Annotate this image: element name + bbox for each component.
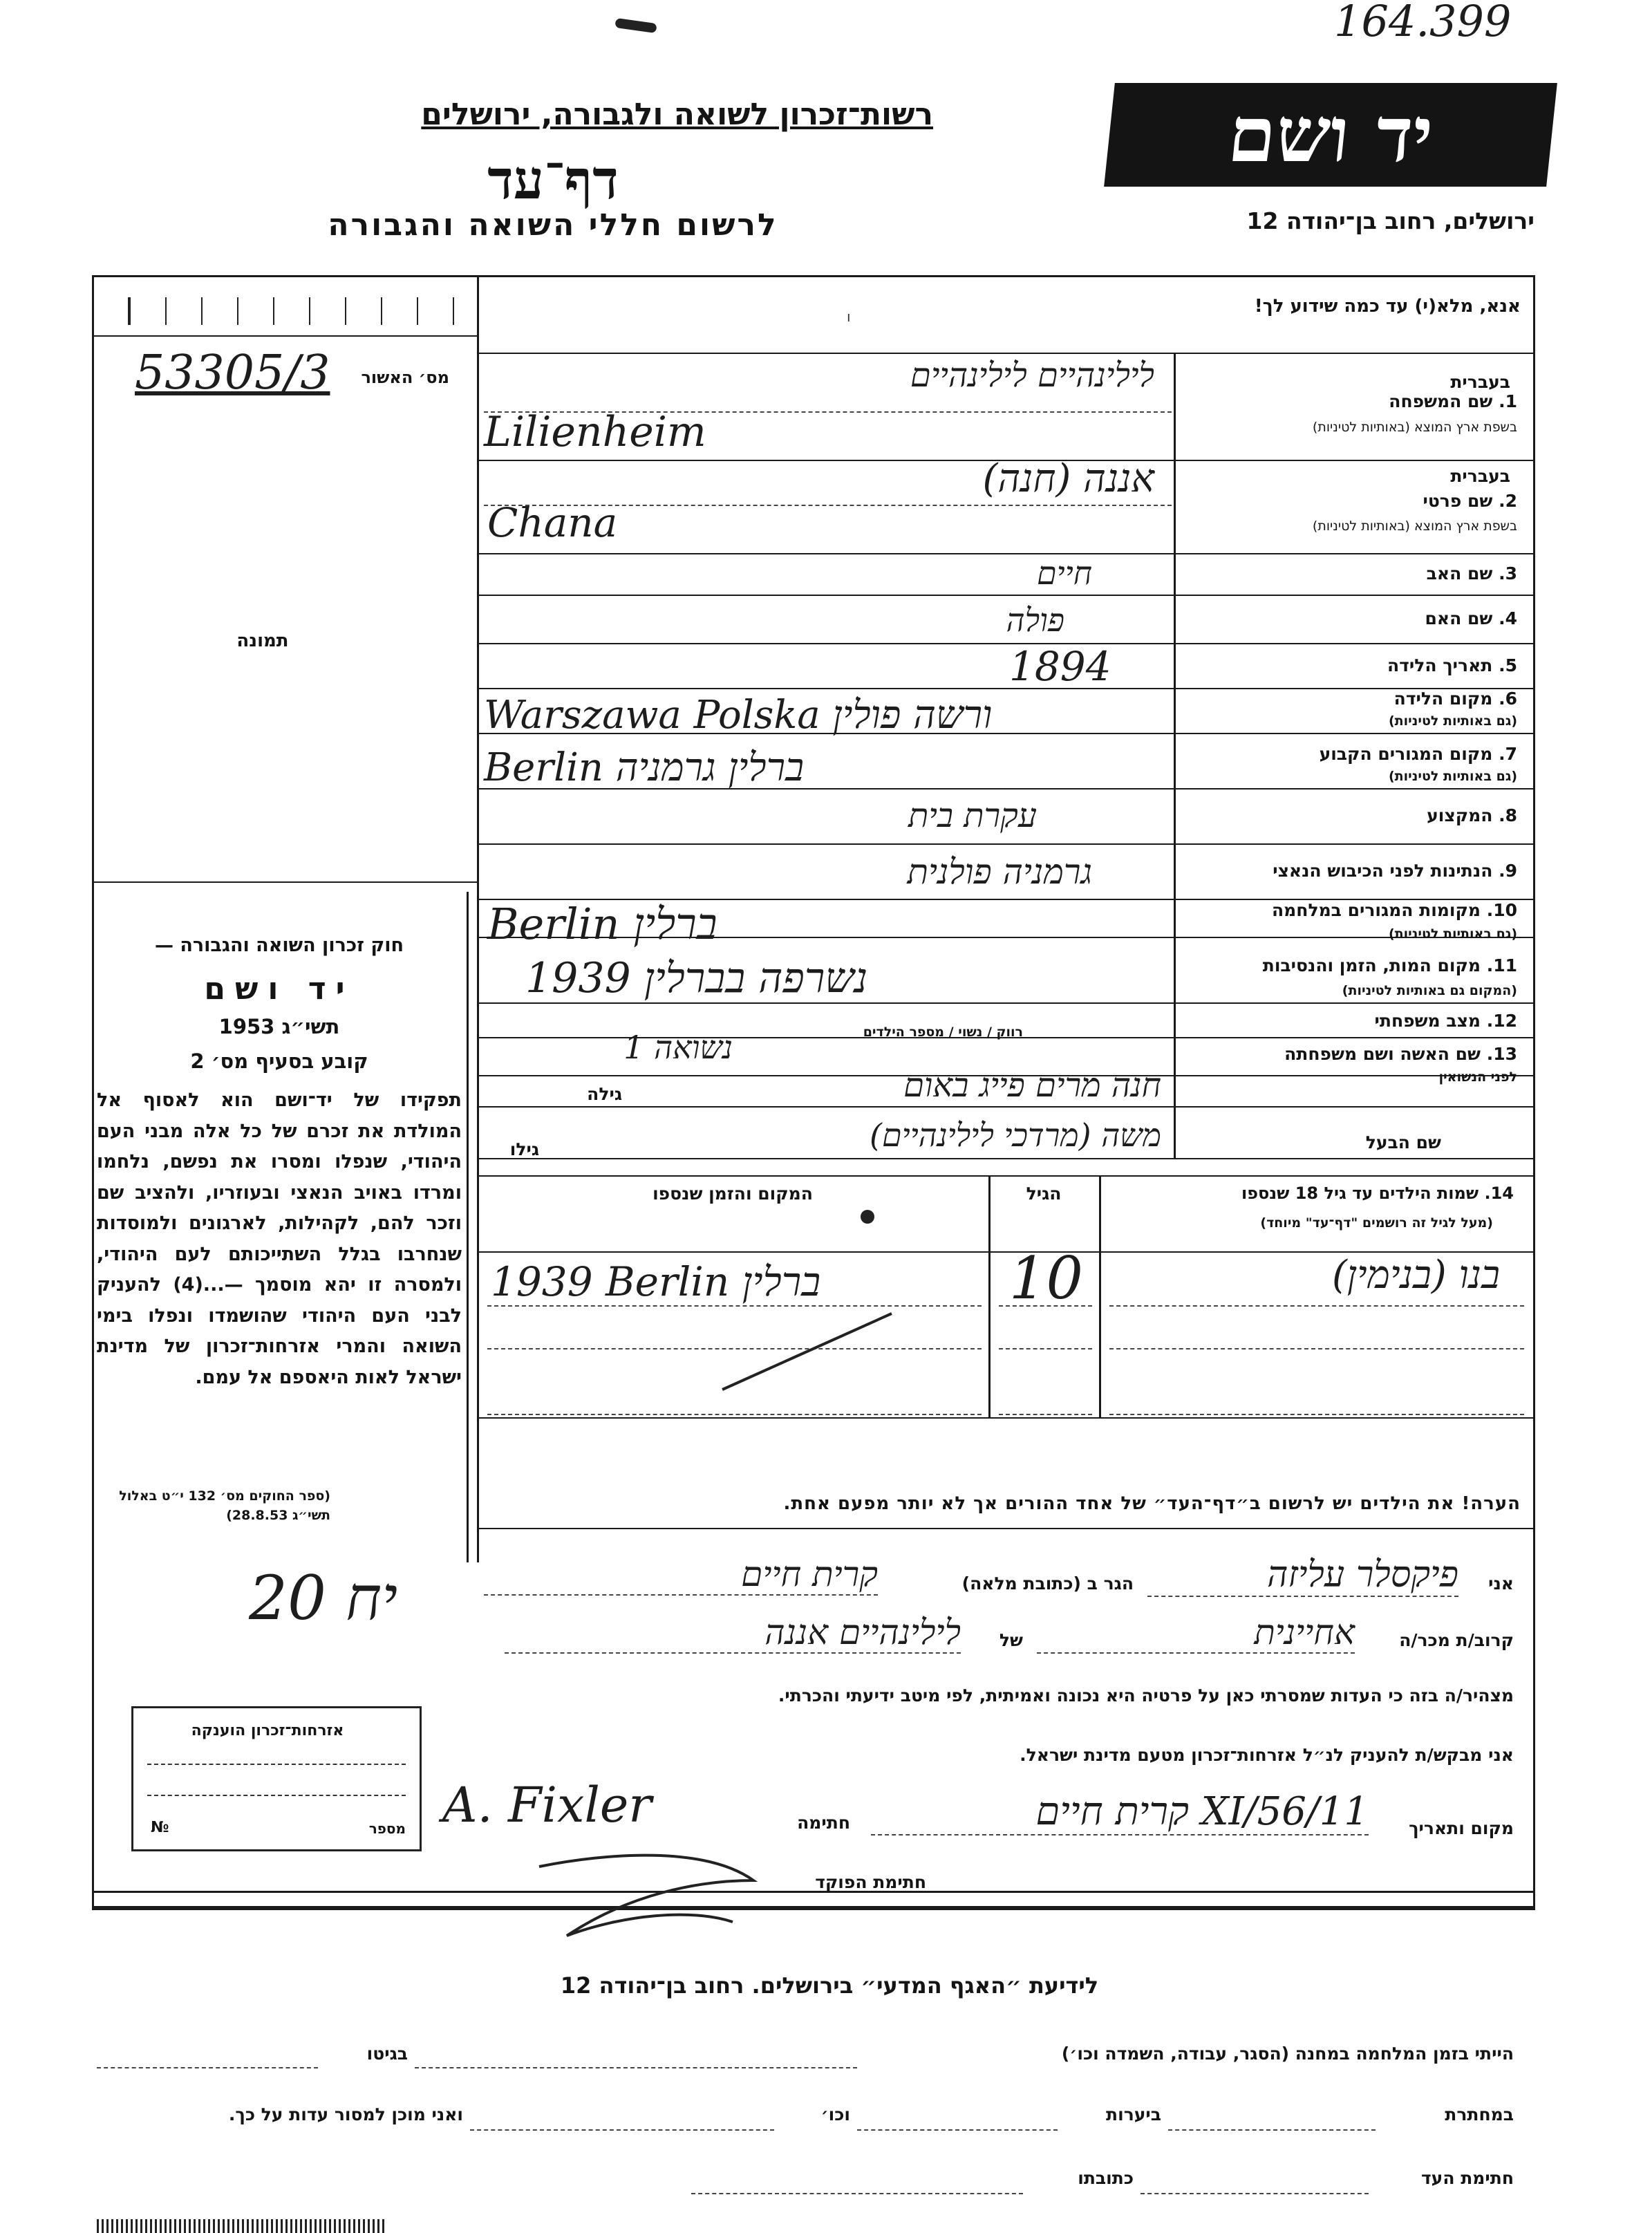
field-2-note: בשפת ארץ המוצא (באותיות לטיניות) [1312,518,1517,534]
husband-age-label: גילו [509,1139,539,1159]
field-8-num: 8. [1499,805,1517,825]
mother-name[interactable]: פולה [1006,601,1064,639]
field-10-note: (גם באותיות לטיניות) [1388,926,1517,942]
field-6-note: (גם באותיות לטיניות) [1388,713,1517,729]
father-name[interactable]: חיים [1036,554,1092,592]
bottom-address-label: כתובתו [1078,2168,1134,2188]
husband-name[interactable]: משה (מרדכי לילינהיים) [870,1116,1161,1154]
child-age[interactable]: 10 [1009,1244,1083,1312]
field-11-note: (המקום גם באותיות לטיניות) [1342,983,1517,998]
family-name-latin[interactable]: Lilienheim [484,408,706,456]
form-title: דף־עד [487,149,619,212]
bottom-heading: לידיעת ״האגף המדעי״ בירושלים. רחוב בן־יהודה 12 [560,1972,1099,1999]
scan-speck [614,18,657,33]
wartime-residence[interactable]: Berlin ברלין [487,899,717,949]
field-4-label: שם האם [1425,608,1493,628]
declaration-prefix: אני [1488,1573,1514,1594]
field-1-label: שם המשפחה [1389,391,1493,411]
law-source: (ספר החוקים מס׳ 132 י״ט באלול תשי״ג 28.8.53) [119,1488,330,1523]
bottom-ghetto-label: בגיטו [366,2044,408,2064]
field-13-label: שם האשה ושם משפחתה [1284,1044,1481,1064]
wife-age-label: גילה [587,1084,622,1104]
field-1-lang: בעברית [1450,372,1510,392]
ticks [128,297,454,325]
field-9-num: 9. [1499,861,1517,881]
field-11-num: 11. [1486,955,1517,975]
signature[interactable]: A. Fixler [442,1777,652,1833]
address: ירושלים, רחוב בן־יהודה 12 [1246,207,1534,234]
authority-name: רשות־זכרון לשואה ולגבורה, ירושלים [421,97,933,132]
scan-barcode-edge [97,2219,387,2233]
field-8-label: המקצוע [1427,805,1493,825]
field-3-num: 3. [1499,563,1517,583]
field-9-label: הנתינות לפני הכיבוש הנאצי [1273,861,1493,881]
nationality[interactable]: גרמניה פולנית [907,852,1092,892]
family-name-hebrew[interactable]: לילינהיים לילינהיים [910,356,1154,395]
citizenship-stamp [131,1706,422,1851]
field-5-num: 5. [1499,655,1517,675]
field-2-label: שם פרטי [1423,491,1493,511]
field-10-num: 10. [1486,900,1517,920]
children-note-warning: הערה! את הילדים יש לרשום ב״דף־העד״ של אחד ההורים אך לא יותר מפעם אחת. [783,1493,1521,1514]
children-age-header: הגיל [1026,1184,1062,1204]
relation-label: קרוב/ת מכר/ה [1399,1630,1514,1650]
bottom-camp-label: הייתי בזמן המלחמה במחנה (הסגר, עבודה, השמדה וכו׳) [1061,2044,1514,2064]
bottom-underground-label: במחתרת [1445,2104,1514,2124]
children-place-header: המקום והזמן שנספו [653,1184,813,1204]
left-column-divider [477,275,479,1562]
marital-status[interactable]: נשואה 1 [623,1029,733,1066]
field-3-label: שם האב [1426,563,1493,583]
residence[interactable]: Berlin ברלין גרמניה [484,745,805,790]
profession[interactable]: עקרת בית [908,796,1037,835]
official-signature-label: חתימת הפוקד [815,1872,926,1892]
field-7-label: מקום המגורים הקבוע [1319,744,1493,764]
child-name[interactable]: בנו (בנימין) [1331,1253,1500,1298]
archive-number: 164.399 [1334,0,1512,46]
field-12-sub-labels: רווק / נשוי / מספר הילדים [863,1025,1023,1040]
yad-vashem-logo [1104,83,1557,187]
law-text: תפקידו של יד־ושם הוא לאסוף אל המולדת את זכרם של כל אלה מבני העם היהודי, שנפלו ומסרו את נפשם, נלחמו ומרדו באויב הנאצי ובעוזריו, ולהציב שם וזכר להם, לקהילות, לארגונים ולמוסדות שנחרבו בגלל השתייכותם לעם היהודי, ולמסרה זו יהא מוסמך —...(4) להעניק לבני העם היהודי שהושמדו ונפלו בימי השואה והמרי אזרחות־זכרון של מדינת ישראל לאות היאספם אל עמם. [97,1090,462,1388]
relation-value[interactable]: אחיינית [1037,1612,1355,1654]
intro-text: אנא, מלא(י) עד כמה שידוע לך! [1254,296,1521,317]
logo-text: יד ושם [1223,90,1438,179]
first-name-hebrew[interactable]: אננה (חנה) [982,456,1154,501]
stamp-number-label: מספר [368,1820,406,1837]
field-4-num: 4. [1499,608,1517,628]
husband-label: שם הבעל [1365,1132,1441,1152]
field-7-note: (גם באותיות לטיניות) [1388,769,1517,784]
field-11-label: מקום המות, הזמן והנסיבות [1262,955,1481,975]
children-num: 14. [1484,1184,1514,1203]
birth-date[interactable]: 1894 [1009,643,1111,690]
margin-note: 20 יח [249,1562,398,1634]
bottom-witness-signature-label: חתימת העד [1420,2168,1514,2188]
field-6-label: מקום הלידה [1393,689,1493,709]
field-2-lang: בעברית [1450,466,1510,486]
place-date-value[interactable]: 11/XI/56 קרית חיים [871,1789,1369,1835]
place-date-label: מקום ותאריך [1409,1818,1514,1838]
declarant-name[interactable]: פיקסלר עליזה [1147,1554,1458,1597]
law-title: חוק זכרון השואה והגבורה — [154,935,404,956]
children-note: (מעל לגיל זה רושמים "דף־עד" מיוחד) [1260,1215,1493,1231]
field-1-note: בשפת ארץ המוצא (באותיות לטיניות) [1312,420,1517,435]
field-12-num: 12. [1486,1011,1517,1031]
field-10-label: מקומות המגורים במלחמה [1272,900,1481,920]
approval-label: מס׳ האשור [361,368,449,387]
relative-name[interactable]: לילינהיים אננה [505,1612,961,1654]
law-name: יד ושם [204,971,355,1007]
first-name-latin[interactable]: Chana [487,499,618,546]
children-label: שמות הילדים עד גיל 18 שנספו [1241,1184,1479,1203]
field-5-label: תאריך הלידה [1387,655,1493,675]
child-place[interactable]: 1939 Berlin ברלין [491,1258,821,1305]
field-13-note: לפני הנשואין [1438,1069,1517,1085]
cross-out-stroke [719,1307,899,1396]
declaration-request: אני מבקש/ת להעניק לנ״ל אזרחות־זכרון מטעם מדינת ישראל. [1020,1745,1514,1765]
field-7-num: 7. [1499,744,1517,764]
field-13-num: 13. [1486,1044,1517,1064]
photo-label: תמונה [236,630,289,651]
birth-place[interactable]: Warszawa Polska ורשה פולין [484,693,993,738]
field-6-num: 6. [1499,689,1517,709]
bullet-mark [861,1210,874,1224]
field-12-label: מצב משפחתי [1374,1011,1481,1031]
field-2-num: 2. [1499,491,1517,511]
official-signature-scrawl [525,1839,774,1963]
stamp-title: אזרחות־זכרון הוענקה [191,1722,344,1739]
declaration-statement: מצהיר/ה בזה כי העדות שמסרתי כאן על פרטיה היא נכונה ואמיתית, לפי מיטב ידיעתי והכרתי. [778,1685,1514,1706]
relation-of: של [999,1630,1023,1650]
bottom-etc-label: וכו׳ [820,2104,850,2124]
declarant-address[interactable]: קרית חיים [484,1554,878,1596]
death-place[interactable]: 1939 נשרפה בברלין [525,954,868,1002]
law-year: תשי״ג 1953 [218,1015,340,1038]
bottom-testimony-label: ואני מוכן למסור עדות על כך. [228,2104,463,2124]
bottom-forests-label: ביערות [1106,2104,1161,2124]
stamp-no: № [151,1819,169,1836]
signature-label: חתימה [797,1813,850,1833]
law-clause: קובע בסעיף מס׳ 2 [190,1049,368,1073]
declaration-address-label: הגר ב (כתובת מלאה) [961,1573,1134,1594]
form-subtitle: לרשום חללי השואה והגבורה [328,207,778,243]
wife-name[interactable]: חנה מרים פייג באום [903,1066,1161,1105]
approval-number[interactable]: 53305/3 [135,346,330,400]
field-1-num: 1. [1499,391,1517,411]
